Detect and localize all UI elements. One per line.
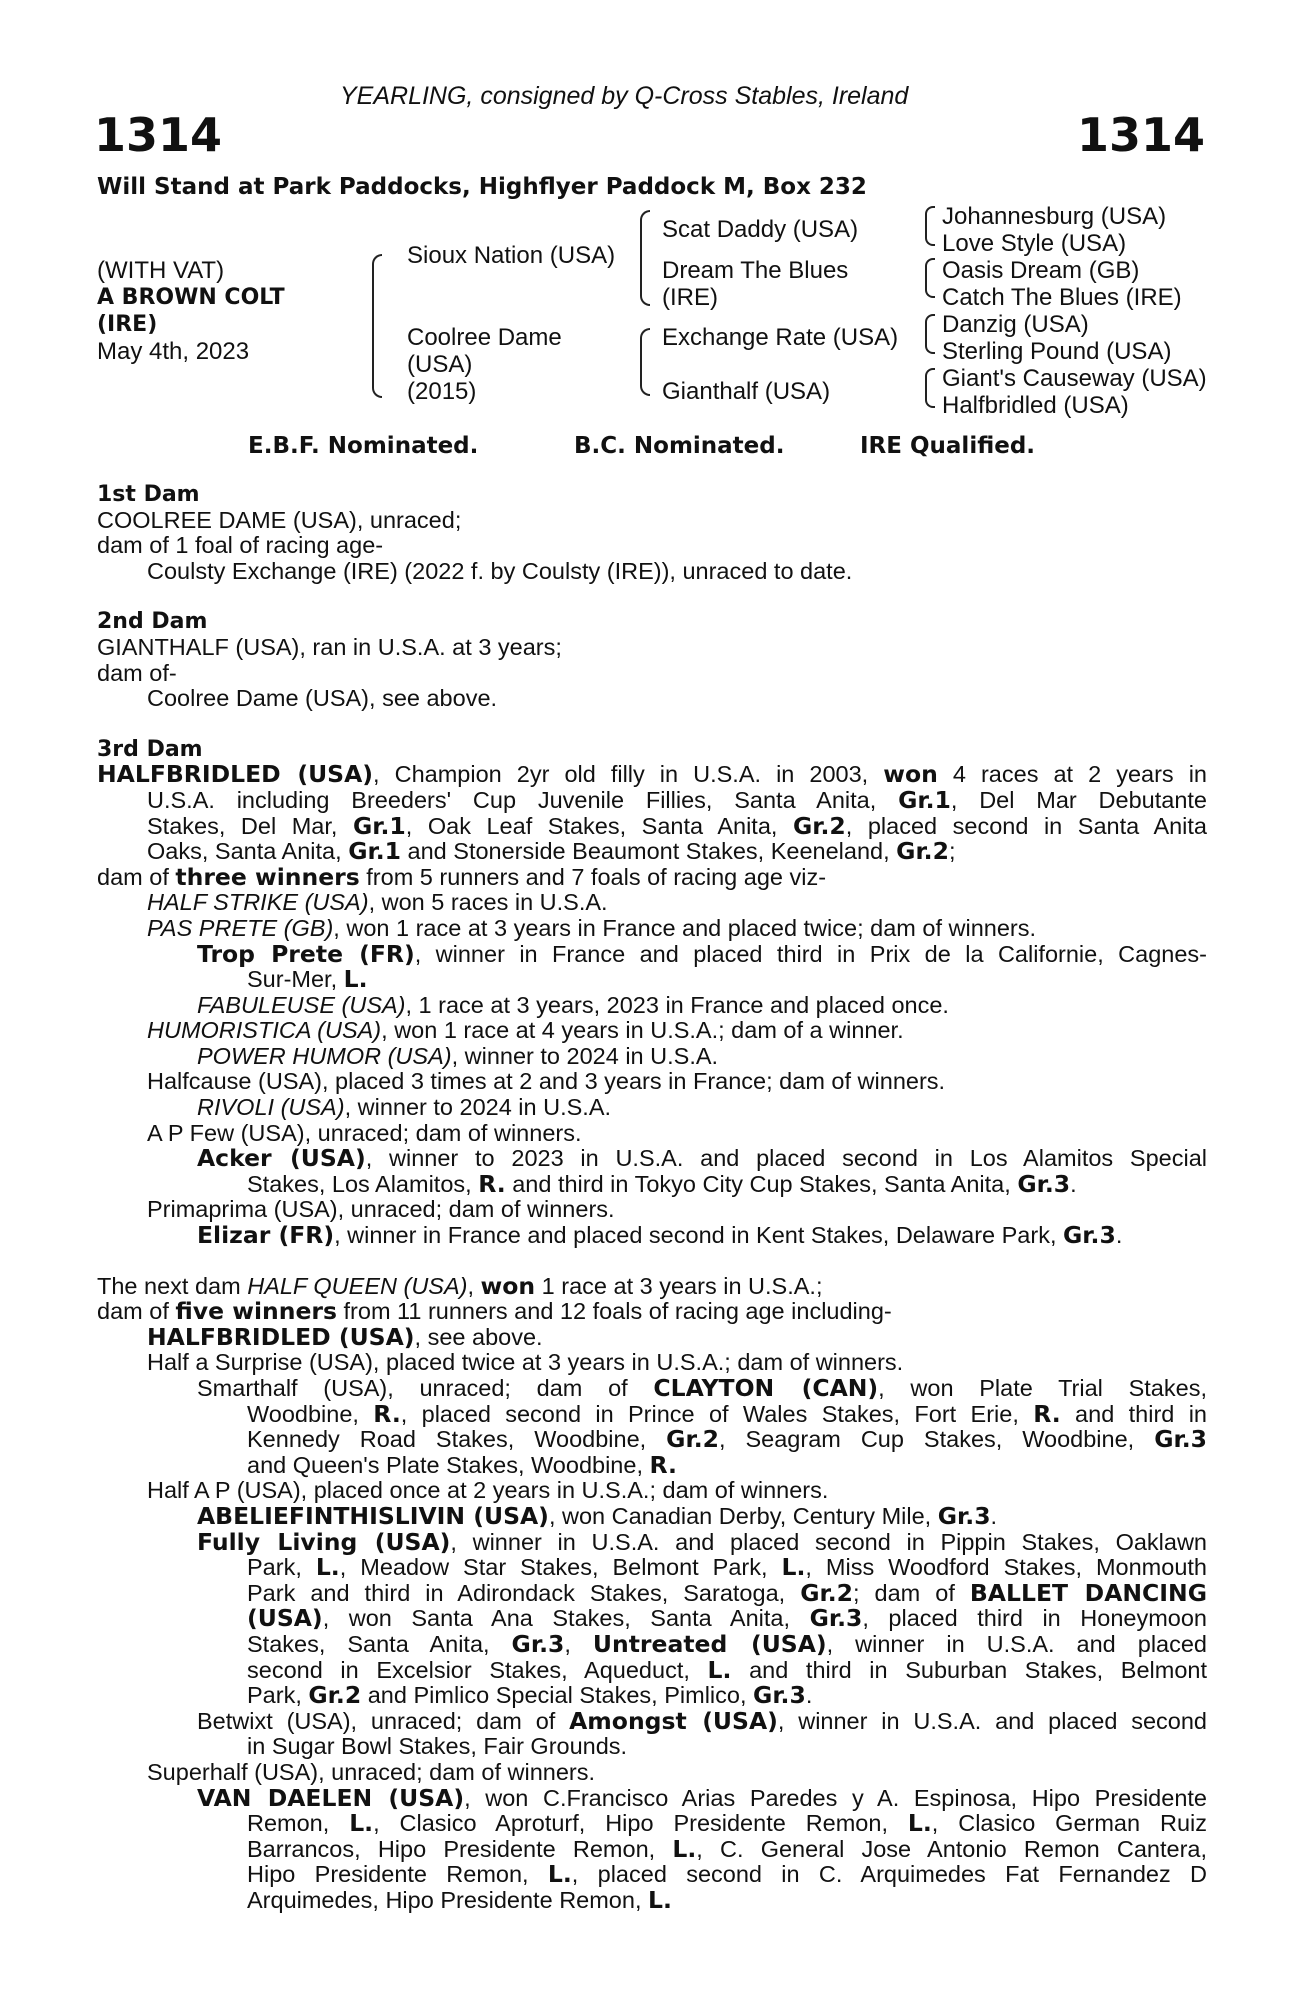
third-dam-line: Oaks, Santa Anita, Gr.1 and Stonerside Beaumont Stakes, Keeneland, Gr.2; (147, 837, 956, 866)
produce-line: Park and third in Adirondack Stakes, Saratoga, Gr.2; dam of BALLET DANCING (247, 1578, 1207, 1607)
ped-dds: Giant's Causeway (USA) (942, 365, 1207, 392)
brace-dam (640, 328, 650, 396)
produce-line: Barrancos, Hipo Presidente Remon, L., C. General Jose Antonio Remon Cantera, (247, 1834, 1207, 1863)
produce-line: Halfcause (USA), placed 3 times at 2 and 3 years in France; dam of winners. (147, 1068, 946, 1095)
first-dam-line: Coulsty Exchange (IRE) (2022 f. by Coulsty (IRE)), unraced to date. (147, 557, 853, 584)
produce-line: Primaprima (USA), unraced; dam of winners. (147, 1196, 615, 1223)
second-dam-line: dam of- (97, 659, 177, 686)
ped-ddd: Halfbridled (USA) (942, 392, 1129, 419)
stand-location: Will Stand at Park Paddocks, Highflyer Paddock M, Box 232 (97, 174, 867, 200)
produce-line: HALFBRIDLED (USA), see above. (147, 1322, 543, 1351)
produce-line: Hipo Presidente Remon, L., placed second in C. Arquimedes Fat Fernandez D (247, 1860, 1207, 1889)
nomination-ebf: E.B.F. Nominated. (248, 433, 479, 459)
produce-line: Smarthalf (USA), unraced; dam of CLAYTON (CAN), won Plate Trial Stakes, (197, 1374, 1207, 1402)
horse-line2: (IRE) (97, 312, 158, 337)
second-dam-line: Coolree Dame (USA), see above. (147, 685, 498, 712)
third-dam-line: HALFBRIDLED (USA), Champion 2yr old filly in U.S.A. in 2003, won 4 races at 2 years in (97, 760, 1208, 789)
third-dam-heading: 3rd Dam (97, 736, 203, 762)
vat-note: (WITH VAT) (97, 257, 225, 284)
produce-line: RIVOLI (USA), winner to 2024 in U.S.A. (197, 1094, 612, 1121)
produce-line: Kennedy Road Stakes, Woodbine, Gr.2, Seagram Cup Stakes, Woodbine, Gr.3 (247, 1425, 1207, 1454)
produce-line: Trop Prete (FR), winner in France and placed third in Prix de la Californie, Cagnes- (197, 939, 1207, 968)
ped-sds: Oasis Dream (GB) (942, 257, 1140, 284)
sire-name: Sioux Nation (USA) (407, 242, 616, 269)
produce-line: A P Few (USA), unraced; dam of winners. (147, 1119, 582, 1146)
produce-line: (USA), won Santa Ana Stakes, Santa Anita, Gr.3, placed third in Honeymoon (247, 1604, 1207, 1633)
produce-line: Stakes, Los Alamitos, R. and third in Tokyo City Cup Stakes, Santa Anita, Gr.3. (247, 1169, 1077, 1198)
produce-line: Half a Surprise (USA), placed twice at 3 years in U.S.A.; dam of winners. (147, 1349, 904, 1376)
horse-line1: A BROWN COLT (97, 285, 285, 310)
nomination-bc: B.C. Nominated. (574, 433, 785, 459)
first-dam-heading: 1st Dam (97, 482, 200, 507)
next-dam-line: The next dam HALF QUEEN (USA), won 1 race at 3 years in U.S.A.; (97, 1271, 823, 1300)
lot-number-left: 1314 (94, 108, 223, 162)
produce-line: and Queen's Plate Stakes, Woodbine, R. (247, 1450, 677, 1479)
ped-dsd: Sterling Pound (USA) (942, 338, 1172, 365)
ped-sss: Johannesburg (USA) (942, 203, 1167, 230)
produce-line: Arquimedes, Hipo Presidente Remon, L. (247, 1885, 672, 1914)
produce-line: Stakes, Santa Anita, Gr.3, Untreated (USA), winner in U.S.A. and placed (247, 1629, 1207, 1658)
second-dam-heading: 2nd Dam (97, 609, 208, 635)
horse-foaled: May 4th, 2023 (97, 338, 250, 365)
produce-line: Sur-Mer, L. (247, 965, 368, 994)
produce-line: Park, L., Meadow Star Stakes, Belmont Park, L., Miss Woodford Stakes, Monmouth (247, 1553, 1207, 1582)
produce-line: POWER HUMOR (USA), winner to 2024 in U.S.A. (197, 1042, 719, 1069)
brace-ss (925, 206, 935, 246)
lot-number-right: 1314 (1076, 108, 1205, 162)
sire-dam-l2: (IRE) (662, 284, 718, 311)
brace-sd (925, 258, 935, 298)
produce-line: HUMORISTICA (USA), won 1 race at 4 years in U.S.A.; dam of a winner. (147, 1017, 904, 1044)
produce-line: Superhalf (USA), unraced; dam of winners. (147, 1758, 596, 1785)
dam-name-l2: (USA) (407, 351, 473, 378)
third-dam-line: Stakes, Del Mar, Gr.1, Oak Leaf Stakes, Santa Anita, Gr.2, placed second in Santa Anita (147, 811, 1208, 840)
first-dam-line: dam of 1 foal of racing age- (97, 532, 384, 559)
brace-dd (925, 368, 935, 408)
produce-line: Fully Living (USA), winner in U.S.A. and placed second in Pippin Stakes, Oaklawn (197, 1527, 1207, 1556)
dam-sire: Exchange Rate (USA) (662, 324, 899, 351)
second-dam-line: GIANTHALF (USA), ran in U.S.A. at 3 years; (97, 633, 562, 660)
brace-sire (640, 210, 650, 306)
produce-line: FABULEUSE (USA), 1 race at 3 years, 2023 in France and placed once. (197, 991, 949, 1018)
produce-line: Acker (USA), winner to 2023 in U.S.A. and placed second in Los Alamitos Special (197, 1144, 1208, 1173)
produce-line: Woodbine, R., placed second in Prince of Wales Stakes, Fort Erie, R. and third in (247, 1399, 1207, 1428)
sire-dam-l1: Dream The Blues (662, 257, 849, 284)
ped-dss: Danzig (USA) (942, 311, 1089, 338)
nomination-ire: IRE Qualified. (860, 433, 1036, 459)
produce-line: Betwixt (USA), unraced; dam of Amongst (USA), winner in U.S.A. and placed second (197, 1706, 1207, 1735)
next-dam-line: dam of five winners from 11 runners and 12 foals of racing age including- (97, 1297, 892, 1326)
third-dam-line: dam of three winners from 5 runners and 7 foals of racing age viz- (97, 862, 827, 891)
third-dam-line: U.S.A. including Breeders' Cup Juvenile Fillies, Santa Anita, Gr.1, Del Mar Debutante (147, 785, 1207, 814)
consignment-header: YEARLING, consigned by Q-Cross Stables, Ireland (340, 82, 909, 110)
dam-name-l3: (2015) (407, 378, 477, 405)
sire-sire: Scat Daddy (USA) (662, 216, 859, 243)
produce-line: Remon, L., Clasico Aproturf, Hipo Presidente Remon, L., Clasico German Ruiz (247, 1809, 1207, 1838)
brace-ds (925, 314, 935, 354)
produce-line: VAN DAELEN (USA), won C.Francisco Arias Paredes y A. Espinosa, Hipo Presidente (197, 1783, 1207, 1812)
produce-line: PAS PRETE (GB), won 1 race at 3 years in France and placed twice; dam of winners. (147, 914, 1037, 941)
catalogue-body (97, 482, 1207, 1913)
first-dam-line: COOLREE DAME (USA), unraced; (97, 506, 462, 533)
brace-parents (372, 254, 382, 398)
produce-line: HALF STRIKE (USA), won 5 races in U.S.A. (147, 889, 608, 916)
produce-line: Elizar (FR), winner in France and placed second in Kent Stakes, Delaware Park, Gr.3. (197, 1221, 1123, 1250)
ped-ssd: Love Style (USA) (942, 230, 1127, 257)
produce-line: second in Excelsior Stakes, Aqueduct, L. and third in Suburban Stakes, Belmont (247, 1655, 1208, 1684)
dam-name-l1: Coolree Dame (407, 324, 562, 351)
produce-line: Park, Gr.2 and Pimlico Special Stakes, Pimlico, Gr.3. (247, 1681, 813, 1710)
dam-dam: Gianthalf (USA) (662, 378, 831, 405)
ped-sdd: Catch The Blues (IRE) (942, 284, 1182, 311)
produce-line: in Sugar Bowl Stakes, Fair Grounds. (247, 1733, 628, 1760)
produce-line: ABELIEFINTHISLIVIN (USA), won Canadian Derby, Century Mile, Gr.3. (197, 1501, 998, 1530)
produce-line: Half A P (USA), placed once at 2 years in U.S.A.; dam of winners. (147, 1477, 829, 1504)
